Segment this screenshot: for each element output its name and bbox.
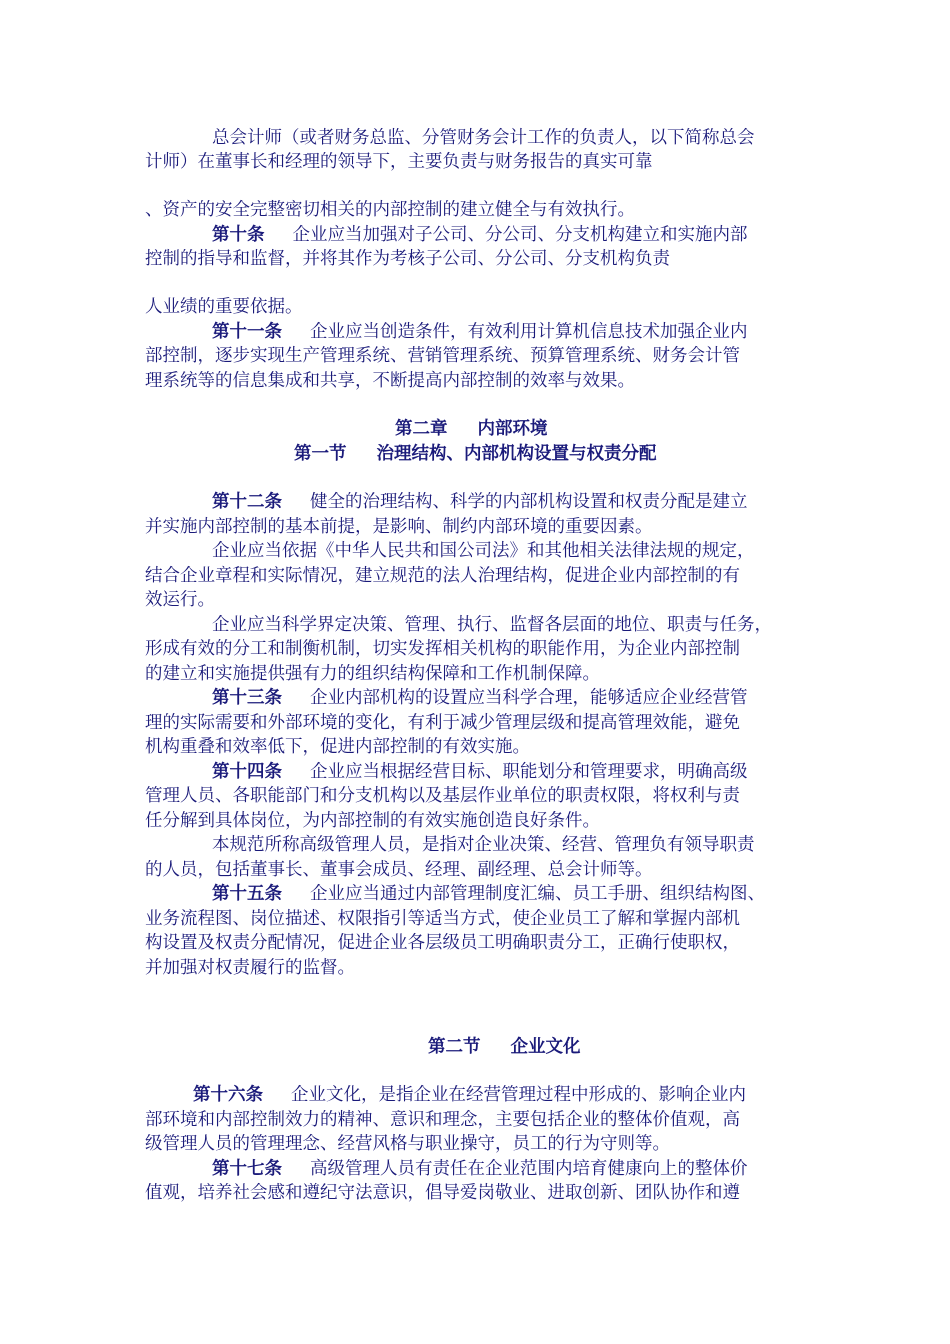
section-number: 第二节 — [428, 1037, 481, 1057]
article-label: 第十七条 — [212, 1159, 282, 1179]
text-line: 值观，培养社会感和遵纪守法意识，倡导爱岗敬业、进取创新、团队协作和遵 — [145, 1183, 740, 1203]
text-line: 企业应当通过内部管理制度汇编、员工手册、组织结构图、 — [310, 884, 765, 904]
text-line: 部环境和内部控制效力的精神、意识和理念，主要包括企业的整体价值观，高 — [145, 1110, 740, 1130]
text-line: 企业应当依据《中华人民共和国公司法》和其他相关法律法规的规定， — [212, 541, 755, 561]
article-12 — [212, 490, 748, 514]
chapter-number: 第二章 — [395, 419, 448, 439]
text-line: 健全的治理结构、科学的内部机构设置和权责分配是建立 — [310, 492, 748, 512]
text-line: 并实施内部控制的基本前提，是影响、制约内部环境的重要因素。 — [145, 517, 653, 537]
article-label: 第十条 — [212, 225, 265, 245]
text-line: 企业应当科学界定决策、管理、执行、监督各层面的地位、职责与任务， — [212, 615, 772, 635]
text-line: 人业绩的重要依据。 — [145, 297, 303, 317]
text-line: 并加强对权责履行的监督。 — [145, 958, 355, 978]
article-13 — [212, 686, 748, 710]
article-label: 第十一条 — [212, 322, 282, 342]
section-heading — [428, 1035, 581, 1059]
article-10 — [212, 223, 748, 247]
text-line: 业务流程图、岗位描述、权限指引等适当方式，使企业员工了解和掌握内部机 — [145, 909, 740, 929]
text-line: 企业应当根据经营目标、职能划分和管理要求，明确高级 — [310, 762, 748, 782]
text-line: 形成有效的分工和制衡机制，切实发挥相关机构的职能作用，为企业内部控制 — [145, 639, 740, 659]
text-line: 效运行。 — [145, 590, 215, 610]
article-14 — [212, 760, 748, 784]
text-line: 计师）在董事长和经理的领导下，主要负责与财务报告的真实可靠 — [145, 152, 653, 172]
text-line: 部控制，逐步实现生产管理系统、营销管理系统、预算管理系统、财务会计管 — [145, 346, 740, 366]
text-line: 本规范所称高级管理人员，是指对企业决策、经营、管理负有领导职责 — [212, 835, 755, 855]
text-line: 构设置及权责分配情况，促进企业各层级员工明确职责分工，正确行使职权， — [145, 933, 740, 953]
section-title: 治理结构、内部机构设置与权责分配 — [376, 444, 657, 464]
text-line: 、资产的安全完整密切相关的内部控制的建立健全与有效执行。 — [145, 200, 635, 220]
text-line: 理系统等的信息集成和共享，不断提高内部控制的效率与效果。 — [145, 371, 635, 391]
article-label: 第十五条 — [212, 884, 282, 904]
text-line: 控制的指导和监督，并将其作为考核子公司、分公司、分支机构负责 — [145, 249, 670, 269]
text-line: 结合企业章程和实际情况，建立规范的法人治理结构，促进企业内部控制的有 — [145, 566, 740, 586]
article-label: 第十四条 — [212, 762, 282, 782]
text-line: 企业文化，是指企业在经营管理过程中形成的、影响企业内 — [291, 1085, 746, 1105]
text-line: 高级管理人员有责任在企业范围内培育健康向上的整体价 — [310, 1159, 748, 1179]
text-line: 企业应当创造条件，有效利用计算机信息技术加强企业内 — [310, 322, 748, 342]
section-heading — [294, 442, 657, 466]
text-line: 任分解到具体岗位，为内部控制的有效实施创造良好条件。 — [145, 811, 600, 831]
text-line: 总会计师（或者财务总监、分管财务会计工作的负责人，以下简称总会 — [212, 128, 755, 148]
section-title: 企业文化 — [510, 1037, 581, 1057]
article-label: 第十二条 — [212, 492, 282, 512]
text-line: 级管理人员的管理理念、经营风格与职业操守，员工的行为守则等。 — [145, 1134, 670, 1154]
text-line: 企业应当加强对子公司、分公司、分支机构建立和实施内部 — [292, 225, 748, 245]
text-line: 的建立和实施提供强有力的组织结构保障和工作机制保障。 — [145, 664, 600, 684]
article-16 — [193, 1083, 746, 1107]
text-line: 管理人员、各职能部门和分支机构以及基层作业单位的职责权限，将权利与责 — [145, 786, 740, 806]
chapter-title: 内部环境 — [477, 419, 548, 439]
text-line: 理的实际需要和外部环境的变化，有利于减少管理层级和提高管理效能，避免 — [145, 713, 740, 733]
article-label: 第十三条 — [212, 688, 282, 708]
text-line: 机构重叠和效率低下，促进内部控制的有效实施。 — [145, 737, 530, 757]
article-label: 第十六条 — [193, 1085, 263, 1105]
text-line: 的人员，包括董事长、董事会成员、经理、副经理、总会计师等。 — [145, 860, 653, 880]
article-17 — [212, 1157, 748, 1181]
article-11 — [212, 320, 748, 344]
chapter-heading — [395, 417, 548, 441]
text-line: 企业内部机构的设置应当科学合理，能够适应企业经营管 — [310, 688, 748, 708]
article-15 — [212, 882, 765, 906]
section-number: 第一节 — [294, 444, 347, 464]
